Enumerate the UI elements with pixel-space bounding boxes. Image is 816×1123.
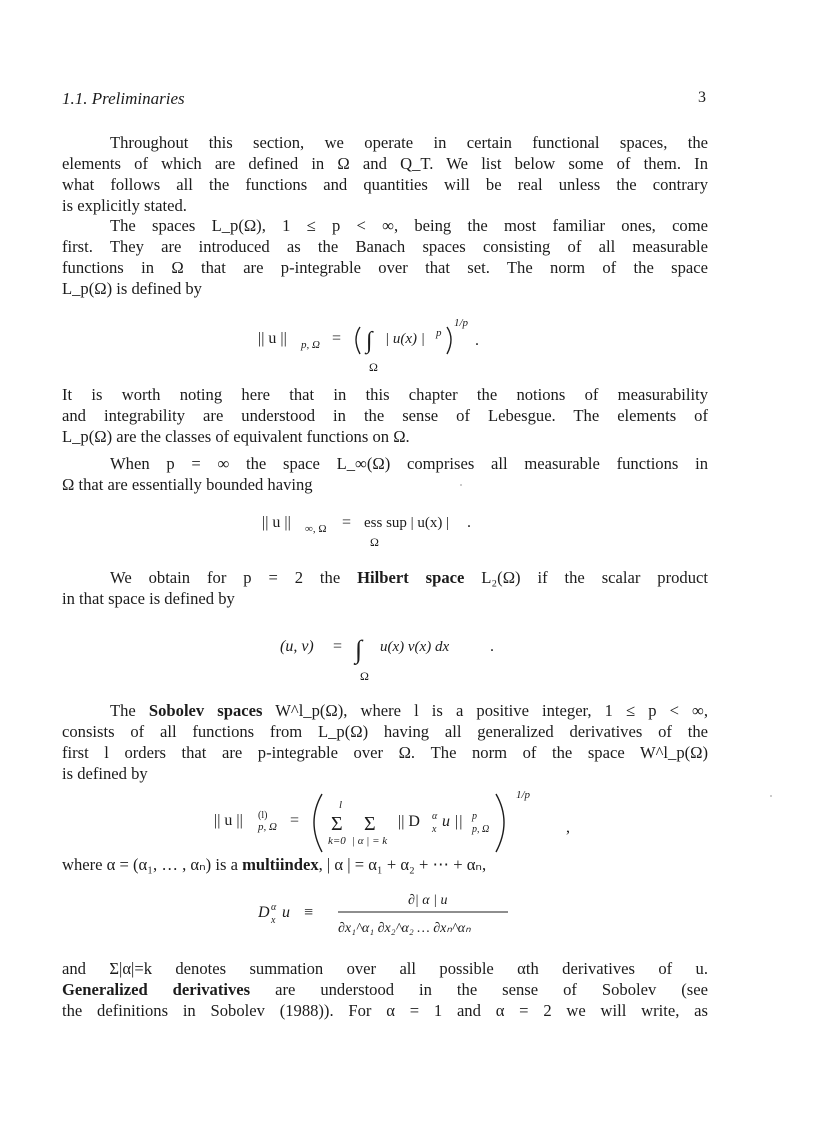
sobolev-spaces-term: Sobolev spaces (148, 701, 263, 720)
f1-body-sup: p (436, 327, 442, 339)
f4-body: || D (398, 813, 420, 830)
formula-scalar-product (280, 620, 520, 689)
f4-eq: = (290, 812, 300, 829)
f4-sum2-bottom: | α | = k (352, 835, 388, 847)
paragraph-sobolev (62, 700, 708, 784)
f1-body: | u(x) | (385, 331, 425, 347)
f2-end: . (467, 514, 471, 531)
text-line (62, 567, 708, 588)
scan-speck (460, 484, 462, 486)
f4-lhs-sup: (l) (258, 810, 268, 821)
text-line (62, 854, 708, 875)
f1-eq: = (332, 330, 342, 347)
f5-eq: ≡ (304, 904, 314, 921)
f2-rhs: ess sup | u(x) | (364, 515, 450, 531)
generalized-derivatives-post: are understood in the sense of Sobolev (see (250, 980, 708, 999)
f1-end: . (475, 332, 479, 349)
f5-lhs-u: u (282, 904, 290, 921)
formula-derivative-svg (258, 880, 528, 942)
paragraph-lp-spaces (62, 215, 708, 299)
text-line: The spaces L_p(Ω), 1 ≤ p < ∞, being the most familiar ones, come (110, 216, 708, 235)
f4-body-exp: p (472, 811, 477, 822)
f1-right-paren (447, 327, 451, 354)
sobolev-pre: The (110, 701, 149, 720)
f3-end: . (490, 638, 494, 655)
text-line: and integrability are understood in the sense of Lebesgue. The elements of (62, 406, 708, 425)
f1-lhs-sub: p, Ω (301, 339, 320, 351)
text-line: is explicitly stated. (62, 196, 187, 215)
multiindex-pre: where α = (α₁, … , αₙ) is a (62, 855, 243, 874)
text-line: When p = ∞ the space L_∞(Ω) comprises all measurable functions in (110, 454, 708, 473)
f4-body-sub: x (432, 824, 437, 835)
text-line: functions in Ω that are p-integrable over that set. The norm of the space (62, 258, 708, 277)
f5-lhs: D (258, 904, 270, 921)
f5-den: ∂x₁^α₁ ∂x₂^α₂ … ∂xₙ^αₙ (338, 921, 471, 936)
formula-linfty-norm-svg (262, 510, 482, 550)
page-number: 3 (698, 89, 706, 106)
hilbert-pre: We obtain for p = 2 the (110, 568, 358, 587)
f2-lhs: || u || (262, 514, 291, 531)
paragraph-lebesgue (62, 384, 708, 447)
text-line: and Σ|α|=k denotes summation over all possible αth derivatives of u. (62, 959, 708, 978)
text-line: is defined by (62, 764, 148, 783)
f4-right-paren (496, 794, 504, 852)
scan-speck (770, 795, 772, 797)
f2-under: Ω (370, 535, 379, 549)
text-line: elements of which are defined in Ω and Q_T. We list below some of them. In (62, 154, 708, 173)
f5-num: ∂| α | u (408, 893, 448, 908)
text-line: It is worth noting here that in this chapter the notions of measurability (62, 385, 708, 404)
formula-sobolev-norm (214, 788, 594, 863)
f1-domain: Ω (369, 360, 378, 374)
f4-body-sub2: p, Ω (472, 824, 490, 835)
f3-lhs: (u, v) (280, 638, 314, 655)
text-line: L_p(Ω) is defined by (62, 279, 202, 298)
formula-derivative (258, 880, 528, 947)
f3-integral: ∫ (355, 635, 363, 664)
f2-eq: = (342, 514, 352, 531)
text-line: what follows all the functions and quantities will be real unless the contrary (62, 175, 708, 194)
f5-lhs-sub: x (271, 915, 276, 926)
f4-body-sup: α (432, 811, 438, 822)
f4-sum2: Σ (364, 813, 376, 835)
multiindex-term: multiindex (242, 855, 319, 874)
f3-domain: Ω (360, 669, 369, 683)
f4-sum1: Σ (331, 813, 343, 835)
formula-linfty-norm (262, 510, 482, 555)
f4-left-paren (314, 794, 322, 852)
text-line: the definitions in Sobolev (1988)). For α = 1 and α = 2 we will write, as (62, 1001, 708, 1020)
f3-eq: = (333, 638, 343, 655)
formula-lp-norm-svg (258, 312, 498, 374)
f4-lhs: || u || (214, 812, 243, 829)
text-line: consists of all functions from L_p(Ω) having all generalized derivatives of the (62, 722, 708, 741)
text-line (62, 979, 708, 1000)
f4-exp: 1/p (516, 789, 531, 801)
multiindex-post: , | α | = α₁ + α₂ + ⋯ + αₙ, (318, 855, 487, 874)
f4-body2: u || (442, 813, 463, 830)
text-line: Ω that are essentially bounded having (62, 475, 313, 494)
text-line: L_p(Ω) are the classes of equivalent functions on Ω. (62, 427, 410, 446)
paragraph-multiindex (62, 854, 708, 875)
f4-end: , (566, 819, 570, 836)
f1-left-paren (356, 327, 360, 354)
generalized-derivatives-term: Generalized derivatives (62, 980, 251, 999)
text-line: in that space is defined by (62, 589, 235, 608)
paragraph-generalized-derivatives (62, 958, 708, 1021)
f3-body: u(x) v(x) dx (380, 639, 450, 655)
hilbert-post: L₂(Ω) if the scalar product (464, 568, 708, 587)
text-line (62, 700, 708, 721)
paragraph-linfty (62, 453, 708, 495)
f4-lhs-sub: p, Ω (258, 821, 277, 833)
formula-scalar-product-svg (280, 620, 520, 684)
f1-lhs: || u || (258, 330, 287, 347)
f4-sum1-bottom: k=0 (328, 835, 346, 847)
sobolev-post: W^l_p(Ω), where l is a positive integer, 1 ≤ p < ∞, (262, 701, 708, 720)
f4-sum1-top: l (339, 799, 343, 811)
f1-exp: 1/p (454, 317, 469, 329)
text-line: Throughout this section, we operate in certain functional spaces, the (110, 133, 708, 152)
f2-lhs-sub: ∞, Ω (305, 523, 327, 535)
text-line: first. They are introduced as the Banach spaces consisting of all measurable (62, 237, 708, 256)
formula-lp-norm (258, 312, 498, 379)
paragraph-hilbert (62, 567, 708, 609)
f5-lhs-sup: α (271, 902, 277, 913)
paragraph-intro (62, 132, 708, 216)
hilbert-space-term: Hilbert space (357, 568, 465, 587)
text-line: first l orders that are p-integrable over Ω. The norm of the space W^l_p(Ω) (62, 743, 708, 762)
formula-sobolev-norm-svg (214, 788, 594, 858)
running-header-title: 1.1. Preliminaries (62, 89, 185, 108)
f1-integral: ∫ (366, 328, 373, 354)
